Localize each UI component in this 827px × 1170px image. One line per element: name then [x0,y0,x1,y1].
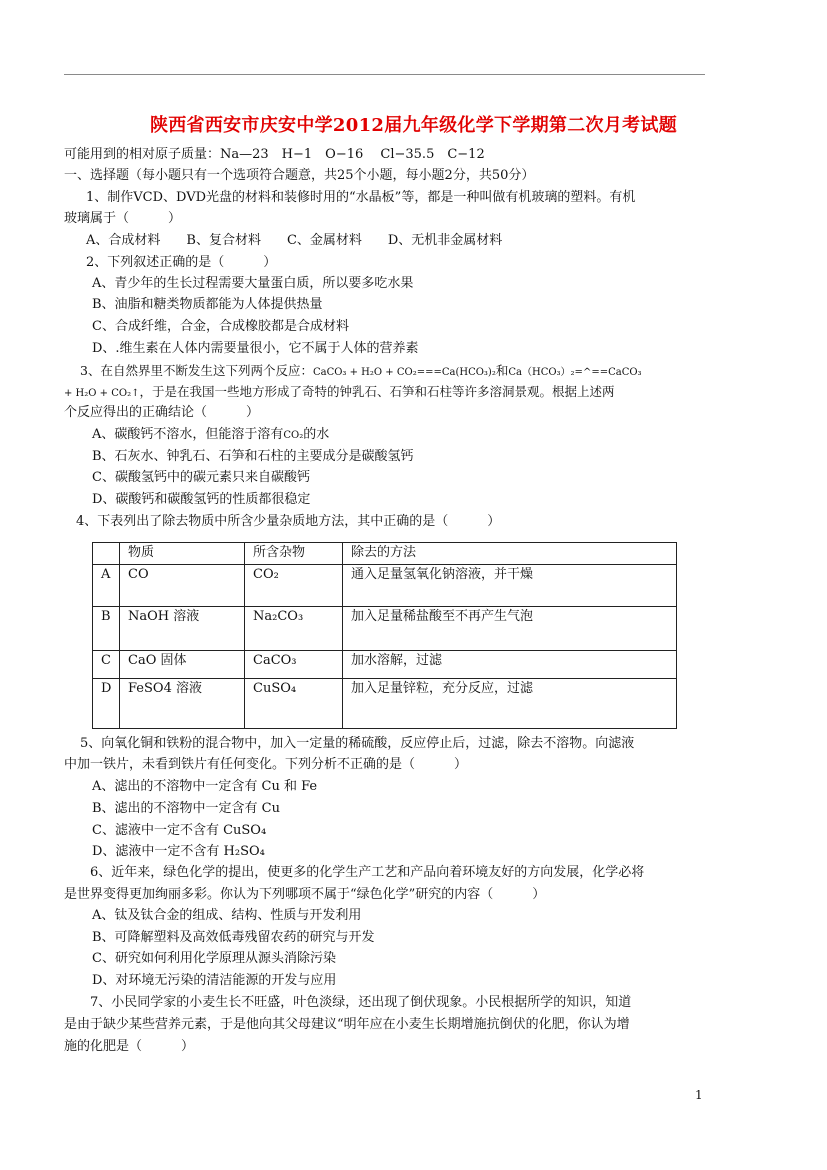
q6-line2: 是世界变得更加绚丽多彩。你认为下列哪项不属于“绿色化学”研究的内容（ ） [64,887,546,902]
q5-option-d: D、滤液中一定不含有 H₂SO₄ [92,844,265,859]
q2-option-d: D、.维生素在人体内需要量很小，它不属于人体的营养素 [92,341,419,356]
q4-stem: 4、下表列出了除去物质中所含少量杂质地方法，其中正确的是（ ） [76,514,501,529]
table-header-cell [93,543,120,565]
q2-stem: 2、下列叙述正确的是（ ） [86,255,277,270]
q3-and: 和 [495,363,509,378]
table-cell: 加水溶解，过滤 [343,651,677,679]
q2-option-a: A、青少年的生长过程需要大量蛋白质，所以要多吃水果 [92,276,414,291]
table-cell: NaOH 溶液 [120,607,245,651]
q3-line2 [64,383,614,403]
table-cell: CuSO₄ [245,679,343,729]
table-header-cell: 所含杂物 [245,543,343,565]
page-title: 陕西省西安市庆安中学2012届九年级化学下学期第二次月考试题 [149,115,678,136]
table-cell: C [93,651,120,679]
table-cell: CaCO₃ [245,651,343,679]
table-cell: B [93,607,120,651]
q1-options: A、合成材料 B、复合材料 C、金属材料 D、无机非金属材料 [86,233,503,248]
q7-line3: 施的化肥是（ ） [64,1039,195,1054]
q1-stem-line1: 1、制作VCD、DVD光盘的材料和装修时用的“水晶板”等，都是一种叫做有机玻璃的塑料。有机 [86,190,636,205]
header-rule [64,74,705,75]
table-cell: CO [120,565,245,607]
table-row [93,651,677,679]
q6-option-a: A、钛及钛合金的组成、结构、性质与开发利用 [92,908,362,923]
table-cell: FeSO4 溶液 [120,679,245,729]
table-cell: CaO 固体 [120,651,245,679]
q5-option-a: A、滤出的不溶物中一定含有 Cu 和 Fe [92,779,318,794]
q3-option-b: B、石灰水、钟乳石、石笋和石柱的主要成分是碳酸氢钙 [92,449,414,464]
q6-option-d: D、对环境无污染的清洁能源的开发与应用 [92,973,337,988]
q6-line1: 6、近年来，绿色化学的提出，使更多的化学生产工艺和产品向着环境友好的方向发展，化学必将 [90,865,645,880]
q3-option-a-post: 的水 [303,427,330,442]
page-number: 1 [695,1088,703,1102]
atomic-masses: 可能用到的相对原子质量：Na—23 H−1 O−16 Cl−35.5 C−12 [64,147,485,162]
q3-line2-text: ，于是在我国一些地方形成了奇特的钟乳石、石笋和石柱等许多溶洞景观。根据上述两 [139,384,615,399]
q2-option-b: B、油脂和糖类物质都能为人体提供热量 [92,297,323,312]
table-cell: CO₂ [245,565,343,607]
table-header-row [93,543,677,565]
q3-option-a [92,426,329,445]
q5-option-b: B、滤出的不溶物中一定含有 Cu [92,801,281,816]
q7-line2: 是由于缺少某些营养元素，于是他向其父母建议“明年应在小麦生长期增施抗倒伏的化肥，你认为增 [64,1017,630,1032]
q3-equation-1: CaCO₃ + H₂O + CO₂===Ca(HCO₃)₂ [312,367,496,378]
table-header-cell: 物质 [120,543,245,565]
table-cell: A [93,565,120,607]
impurity-table [92,542,677,729]
q2-option-c: C、合成纤维，合金，合成橡胶都是合成材料 [92,319,349,334]
table-row [93,607,677,651]
section-heading: 一、选择题（每小题只有一个选项符合题意，共25个小题，每小题2分，共50分） [64,168,535,183]
table-cell: 加入足量稀盐酸至不再产生气泡 [343,607,677,651]
q3-option-c: C、碳酸氢钙中的碳元素只来自碳酸钙 [92,470,310,485]
q1-stem-line2: 玻璃属于（ ） [64,211,182,226]
table-cell: Na₂CO₃ [245,607,343,651]
q5-line1: 5、向氧化铜和铁粉的混合物中，加入一定量的稀硫酸，反应停止后，过滤，除去不溶物。向滤液 [80,736,635,751]
q5-line2: 中加一铁片，未看到铁片有任何变化。下列分析不正确的是（ ） [64,757,468,772]
q7-line1: 7、小民同学家的小麦生长不旺盛，叶色淡绿，还出现了倒伏现象。小民根据所学的知识，知道 [90,995,632,1010]
q3-prefix: 3、在自然界里不断发生这下列两个反应： [80,363,313,378]
q3-option-d: D、碳酸钙和碳酸氢钙的性质都很稳定 [92,492,311,507]
table-row [93,679,677,729]
table-cell: 加入足量锌粒，充分反应，过滤 [343,679,677,729]
table-cell: D [93,679,120,729]
q3-option-a-pre: A、碳酸钙不溶水，但能溶于溶有 [92,427,284,442]
table-header-cell: 除去的方法 [343,543,677,565]
q3-line1 [80,362,642,382]
q3-equation-3: + H₂O + CO₂↑ [64,388,140,399]
table-row [93,565,677,607]
q5-option-c: C、滤液中一定不含有 CuSO₄ [92,823,267,838]
q6-option-b: B、可降解塑料及高效低毒残留农药的研究与开发 [92,930,375,945]
q6-option-c: C、研究如何利用化学原理从源头消除污染 [92,951,336,966]
q3-option-a-formula: CO₂ [283,430,304,441]
q3-equation-2: Ca（HCO₃）₂=^==CaCO₃ [508,367,642,378]
table-cell: 通入足量氢氧化钠溶液，并干燥 [343,565,677,607]
q3-line3: 个反应得出的正确结论（ ） [64,405,260,420]
